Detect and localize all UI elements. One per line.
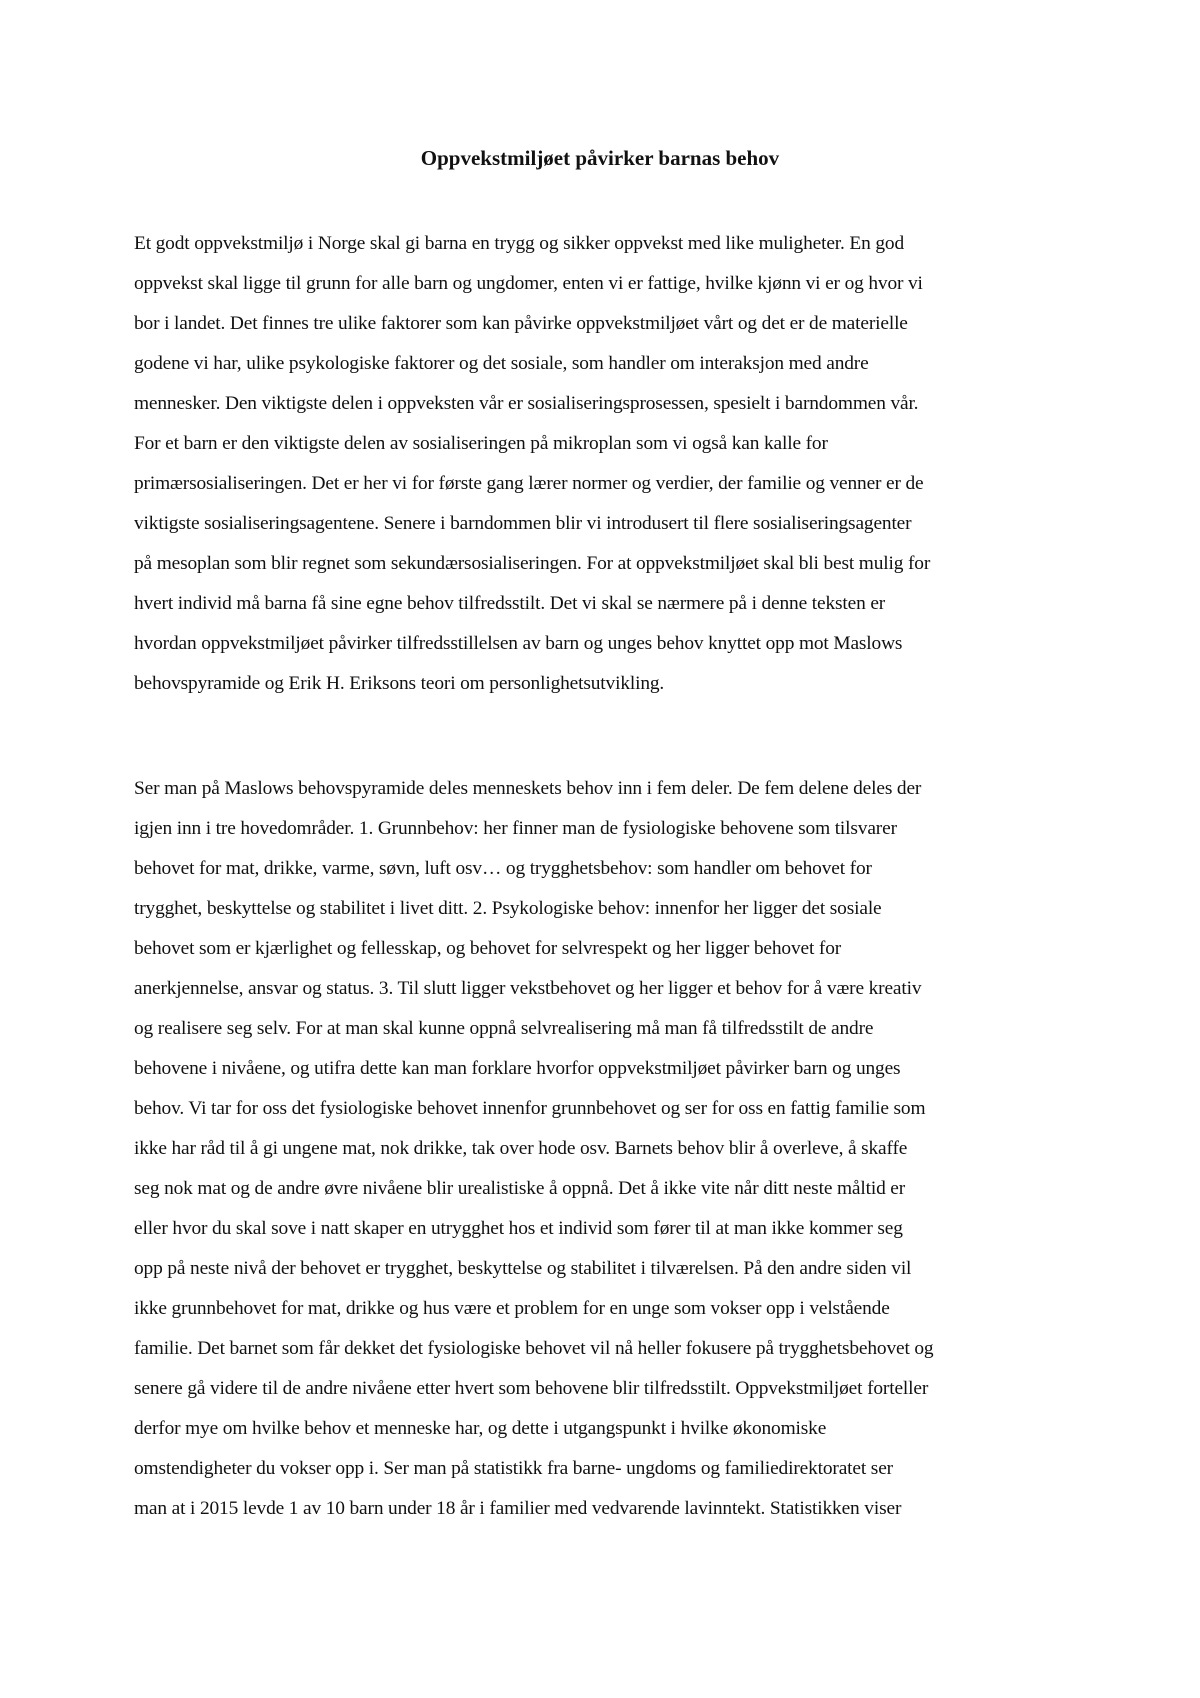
text-line: behovene i nivåene, og utifra dette kan man forklare hvorfor oppvekstmiljøet påvirker barn og unges bbox=[134, 1058, 901, 1079]
text-line: man at i 2015 levde 1 av 10 barn under 18 år i familier med vedvarende lavinntekt. Statistikken viser bbox=[134, 1498, 902, 1519]
text-line: hvert individ må barna få sine egne behov tilfredsstilt. Det vi skal se nærmere på i denne teksten er bbox=[134, 593, 886, 614]
text-line: hvordan oppvekstmiljøet påvirker tilfredsstillelsen av barn og unges behov knyttet opp mot Maslows bbox=[134, 633, 903, 654]
text-line: familie. Det barnet som får dekket det fysiologiske behovet vil nå heller fokusere på trygghetsbehovet og bbox=[134, 1338, 934, 1359]
text-line: viktigste sosialiseringsagentene. Senere i barndommen blir vi introdusert til flere sosialiseringsagenter bbox=[134, 513, 912, 534]
text-line: og realisere seg selv. For at man skal kunne oppnå selvrealisering må man få tilfredsstilt de andre bbox=[134, 1018, 874, 1039]
text-line: eller hvor du skal sove i natt skaper en utrygghet hos et individ som fører til at man ikke kommer seg bbox=[134, 1218, 903, 1239]
text-line: opp på neste nivå der behovet er trygghet, beskyttelse og stabilitet i tilværelsen. På den andre siden vil bbox=[134, 1258, 912, 1279]
text-line: For et barn er den viktigste delen av sosialiseringen på mikroplan som vi også kan kalle for bbox=[134, 433, 828, 454]
text-line: behovspyramide og Erik H. Eriksons teori om personlighetsutvikling. bbox=[134, 673, 665, 694]
paragraph-introduction bbox=[134, 232, 1079, 712]
text-line: på mesoplan som blir regnet som sekundærsosialiseringen. For at oppvekstmiljøet skal bli best mulig for bbox=[134, 553, 931, 574]
text-line: mennesker. Den viktigste delen i oppveksten vår er sosialiseringsprosessen, spesielt i barndommen vår. bbox=[134, 393, 919, 414]
text-line: seg nok mat og de andre øvre nivåene blir urealistiske å oppnå. Det å ikke vite når ditt neste måltid er bbox=[134, 1178, 906, 1199]
text-line: behov. Vi tar for oss det fysiologiske behovet innenfor grunnbehovet og ser for oss en fattig familie som bbox=[134, 1098, 926, 1119]
text-line: godene vi har, ulike psykologiske faktorer og det sosiale, som handler om interaksjon med andre bbox=[134, 353, 869, 374]
text-line: bor i landet. Det finnes tre ulike faktorer som kan påvirke oppvekstmiljøet vårt og det er de materielle bbox=[134, 313, 908, 334]
text-line: Et godt oppvekstmiljø i Norge skal gi barna en trygg og sikker oppvekst med like muligheter. En god bbox=[134, 233, 904, 254]
text-line: behovet som er kjærlighet og fellesskap, og behovet for selvrespekt og her ligger behovet for bbox=[134, 938, 842, 959]
text-line: Ser man på Maslows behovspyramide deles menneskets behov inn i fem deler. De fem delene deles der bbox=[134, 778, 922, 799]
text-line: igjen inn i tre hovedområder. 1. Grunnbehov: her finner man de fysiologiske behovene som tilsvarer bbox=[134, 818, 897, 839]
paragraph-maslow bbox=[134, 777, 1079, 1537]
text-line: anerkjennelse, ansvar og status. 3. Til slutt ligger vekstbehovet og her ligger et behov for å være kreativ bbox=[134, 978, 922, 999]
text-line: trygghet, beskyttelse og stabilitet i livet ditt. 2. Psykologiske behov: innenfor her ligger det sosiale bbox=[134, 898, 882, 919]
text-line: ikke har råd til å gi ungene mat, nok drikke, tak over hode osv. Barnets behov blir å overleve, å skaffe bbox=[134, 1138, 908, 1159]
text-line: senere gå videre til de andre nivåene etter hvert som behovene blir tilfredsstilt. Oppvekstmiljøet forteller bbox=[134, 1378, 929, 1399]
text-line: oppvekst skal ligge til grunn for alle barn og ungdomer, enten vi er fattige, hvilke kjønn vi er og hvor vi bbox=[134, 273, 923, 294]
text-line: ikke grunnbehovet for mat, drikke og hus være et problem for en unge som vokser opp i velstående bbox=[134, 1298, 890, 1319]
text-line: behovet for mat, drikke, varme, søvn, luft osv… og trygghetsbehov: som handler om behovet for bbox=[134, 858, 872, 879]
text-line: derfor mye om hvilke behov et menneske har, og dette i utgangspunkt i hvilke økonomiske bbox=[134, 1418, 827, 1439]
text-line: primærsosialiseringen. Det er her vi for første gang lærer normer og verdier, der familie og venner er de bbox=[134, 473, 924, 494]
document-title: Oppvekstmiljøet påvirker barnas behov bbox=[420, 146, 780, 170]
text-line: omstendigheter du vokser opp i. Ser man på statistikk fra barne- ungdoms og familiedirektoratet ser bbox=[134, 1458, 893, 1479]
